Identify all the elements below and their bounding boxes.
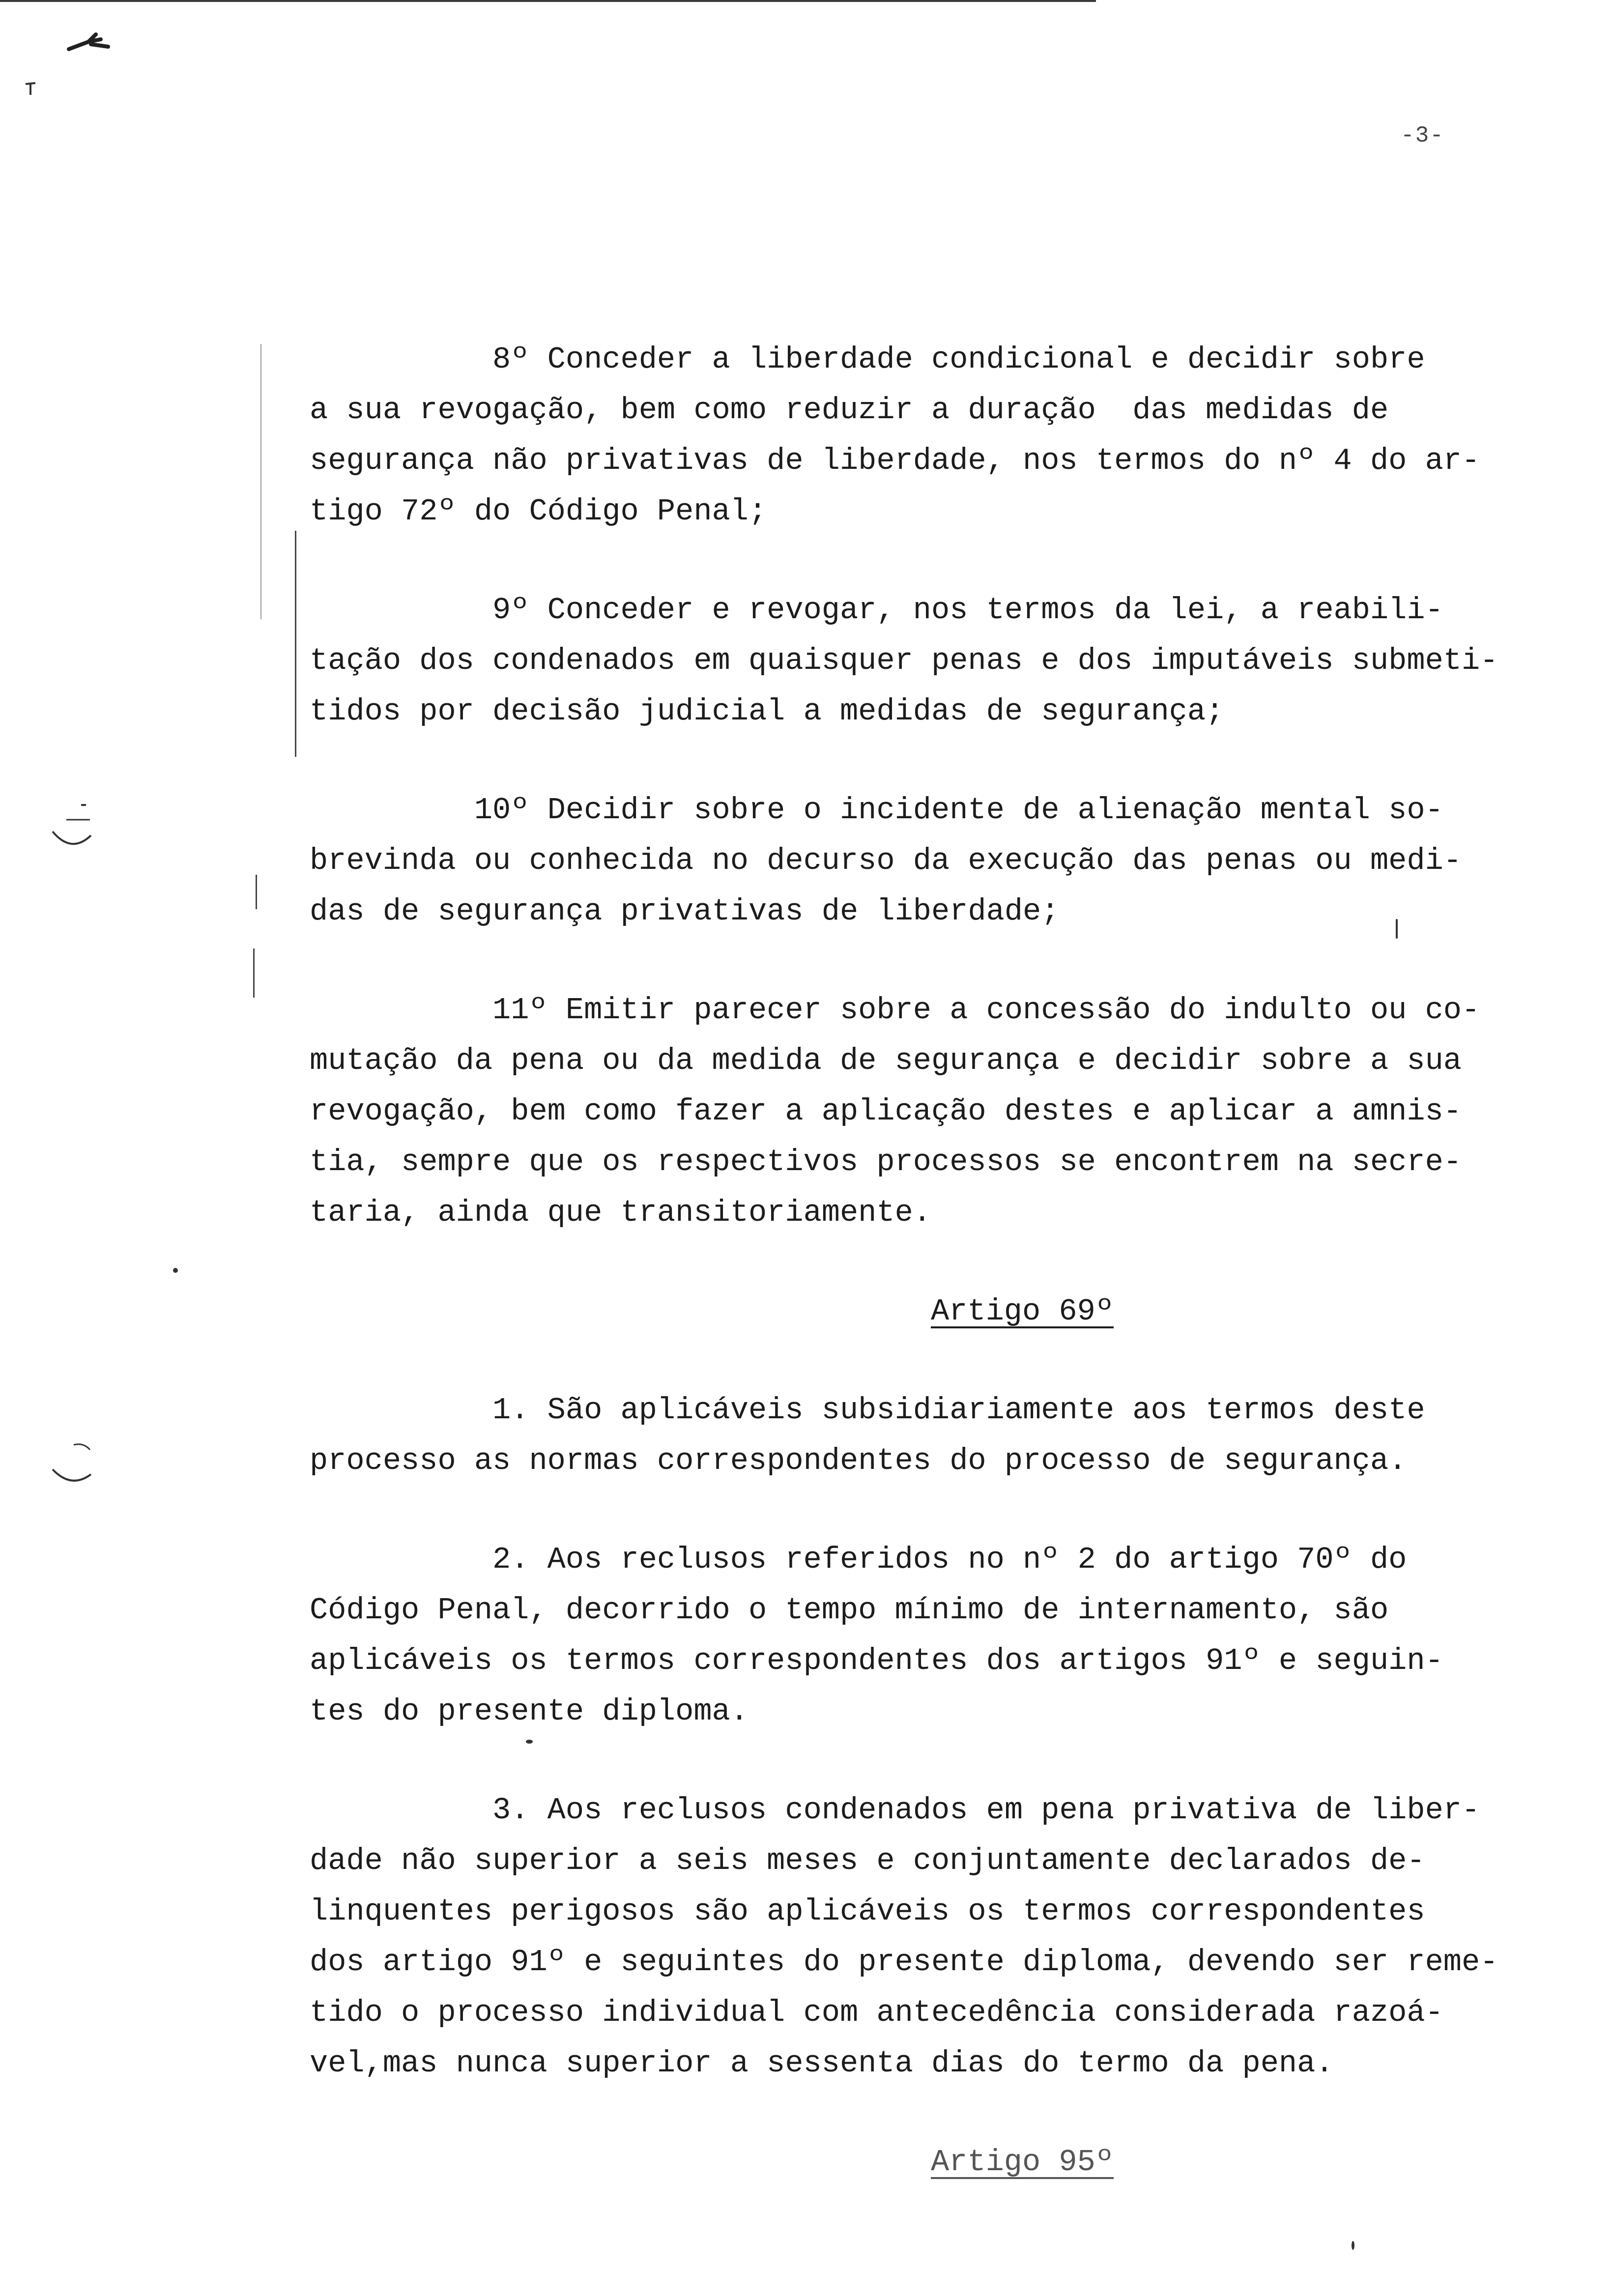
margin-line	[260, 344, 261, 619]
paragraph-item-11: 11º Emitir parecer sobre a concessão do indulto ou co- mutação da pena ou da medida de segurança e decidir sobre a sua revogação, bem como fazer a aplicação destes e aplicar a amnis- tia, sempre que os respectivos processos se encontrem na secre- taria, ainda que transitoriamente.	[310, 993, 1480, 1230]
punch-hole-icon	[47, 801, 96, 855]
scan-speck	[173, 1268, 178, 1273]
paragraph-item-10: 10º Decidir sobre o incidente de alienação mental so- brevinda ou conhecida no decurso da execução das penas ou medi- das de segurança privativas de liberdade;	[310, 793, 1462, 929]
margin-line	[295, 531, 296, 757]
section-heading-article-95	[310, 2137, 1568, 2187]
document-body	[310, 334, 1568, 2236]
page-number: -3-	[1401, 123, 1444, 148]
paragraph-art69-2: 2. Aos reclusos referidos no nº 2 do artigo 70º do Código Penal, decorrido o tempo mínimo de internamento, são aplicáveis os termos correspondentes dos artigos 91º e seguin- tes do presente diploma.	[310, 1542, 1443, 1729]
section-heading-text: Artigo 69º	[930, 1294, 1114, 1329]
scan-tick-icon	[25, 81, 36, 96]
scan-speck	[1352, 2241, 1354, 2250]
punch-hole-icon	[47, 1440, 96, 1494]
section-heading-article-69	[310, 1286, 1568, 1337]
paragraph-item-9: 9º Conceder e revogar, nos termos da lei, a reabili- tação dos condenados em quaisquer penas e dos imputáveis submeti- tidos por decisão judicial a medidas de segurança;	[310, 593, 1498, 729]
paragraph-item-8: 8º Conceder a liberdade condicional e decidir sobre a sua revogação, bem como reduzir a duração das medidas de segurança não privativas de liberdade, nos termos do nº 4 do ar- tigo 72º do Código Penal;	[310, 342, 1480, 529]
section-heading-text: Artigo 95º	[930, 2145, 1114, 2180]
margin-line	[253, 948, 255, 998]
scan-mark-icon	[66, 29, 111, 59]
paragraph-art69-1: 1. São aplicáveis subsidiariamente aos termos deste processo as normas correspondentes do processo de segurança.	[310, 1393, 1425, 1478]
paragraph-art69-3: 3. Aos reclusos condenados em pena privativa de liber- dade não superior a seis meses e conjuntamente declarados de- linquentes perigosos são aplicáveis os termos correspondentes dos artigo 91º e seguintes do presente diploma, devendo ser reme- tido o processo individual com antecedência considerada razoá- vel,mas nunca superior a sessenta dias do termo da pena.	[310, 1793, 1498, 2081]
scan-top-rule	[0, 0, 1096, 2]
margin-line	[256, 875, 257, 909]
